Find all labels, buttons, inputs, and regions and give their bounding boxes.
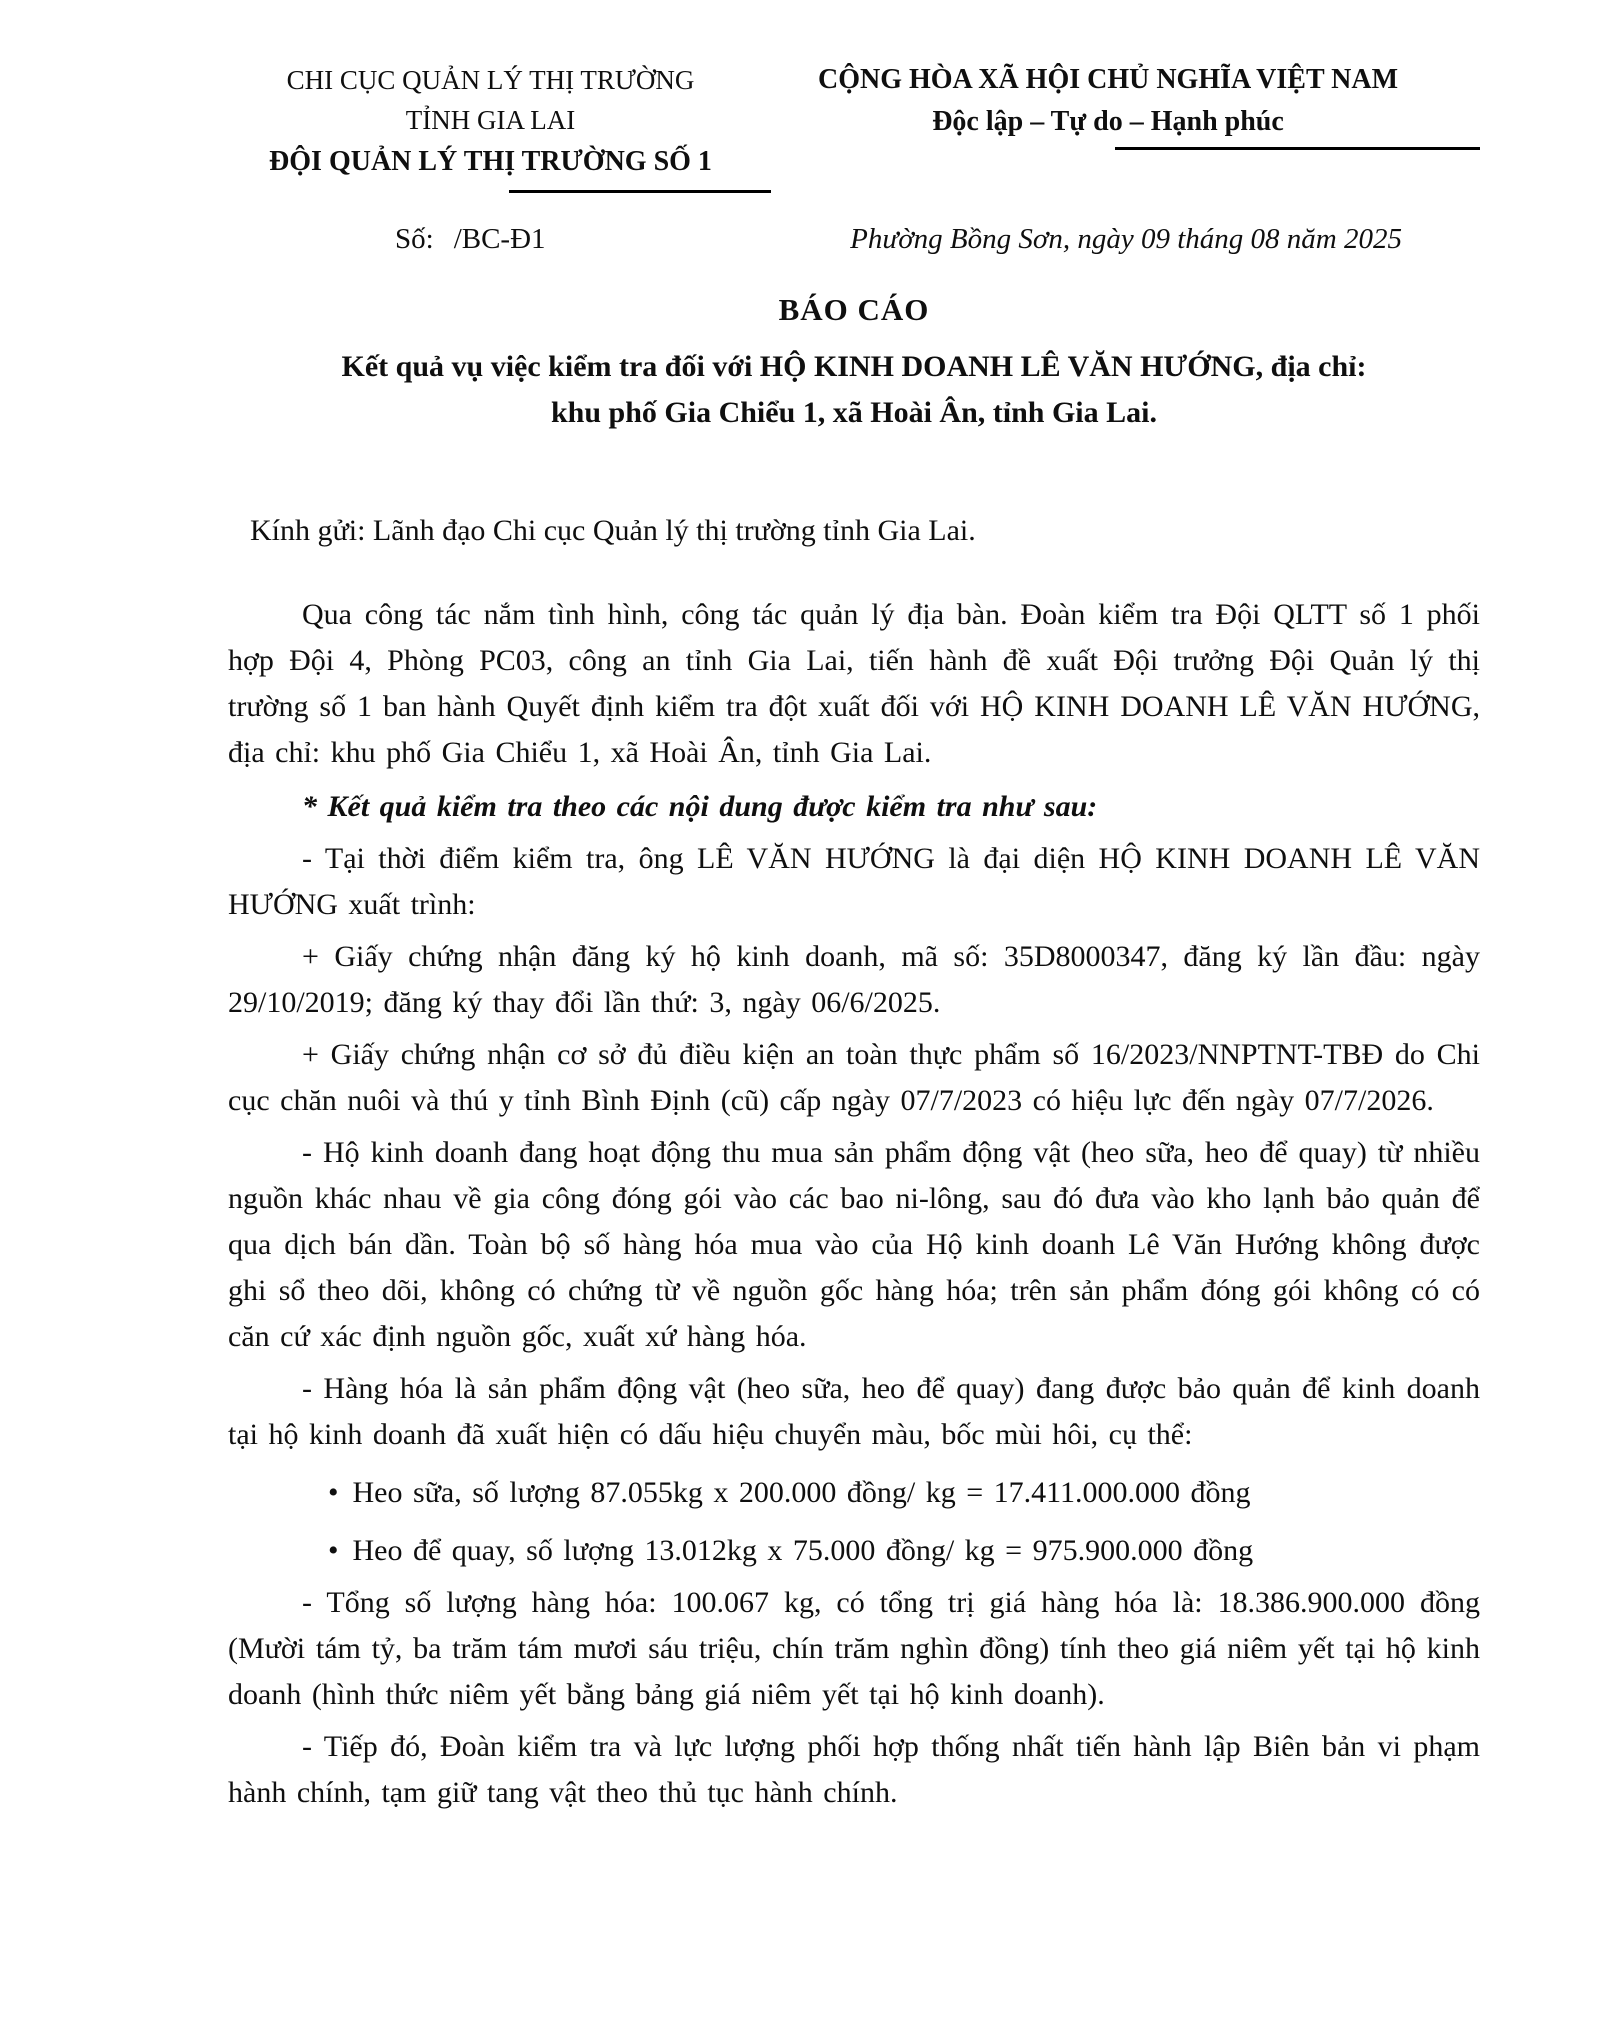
paragraph-total-value: - Tổng số lượng hàng hóa: 100.067 kg, có tổng trị giá hàng hóa là: 18.386.900.000 đồng (Mười tám tỷ, ba trăm tám mươi sáu triệu, chín trăm nghìn đồng) tính theo giá niêm yết tại hộ kinh doanh (hình thức niêm yết bằng bảng giá niêm yết tại hộ kinh doanh). bbox=[228, 1586, 1480, 1711]
document-number bbox=[395, 223, 546, 256]
paragraph-goods-condition: - Hàng hóa là sản phẩm động vật (heo sữa, heo để quay) đang được bảo quản để kinh doanh tại hộ kinh doanh đã xuất hiện có dấu hiệu chuyển màu, bốc mùi hôi, cụ thể: bbox=[228, 1372, 1480, 1451]
paragraph-representative: - Tại thời điểm kiểm tra, ông LÊ VĂN HƯỚNG là đại diện HỘ KINH DOANH LÊ VĂN HƯỚNG xuất trình: bbox=[228, 842, 1480, 921]
document-number-value: /BC-Đ1 bbox=[453, 223, 546, 255]
agency-underline bbox=[509, 190, 771, 193]
motto-underline bbox=[1115, 147, 1480, 150]
document-number-label: Số: bbox=[395, 223, 434, 255]
document-title: BÁO CÁO bbox=[778, 292, 930, 327]
paragraph-business-registration: + Giấy chứng nhận đăng ký hộ kinh doanh, mã số: 35D8000347, đăng ký lần đầu: ngày 29/10/2019; đăng ký thay đổi lần thứ: 3, ngày 06/6/2025. bbox=[228, 940, 1480, 1019]
document-subtitle: Kết quả vụ việc kiểm tra đối với HỘ KINH DOANH LÊ VĂN HƯỚNG, địa chỉ: khu phố Gia Chiểu 1, xã Hoài Ân, tỉnh Gia Lai. bbox=[341, 350, 1367, 429]
reference-line bbox=[228, 223, 1480, 256]
salutation-line: Kính gửi: Lãnh đạo Chi cục Quản lý thị trường tỉnh Gia Lai. bbox=[250, 514, 976, 547]
bullet-text: Heo sữa, số lượng 87.055kg x 200.000 đồng/ kg = 17.411.000.000 đồng bbox=[352, 1476, 1251, 1509]
paragraph-inspection-origin: Qua công tác nắm tình hình, công tác quản lý địa bàn. Đoàn kiểm tra Đội QLTT số 1 phối hợp Đội 4, Phòng PC03, công an tỉnh Gia Lai, tiến hành đề xuất Đội trưởng Đội Quản lý thị trường số 1 ban hành Quyết định kiểm tra đột xuất đối với HỘ KINH DOANH LÊ VĂN HƯỚNG, địa chỉ: khu phố Gia Chiểu 1, xã Hoài Ân, tỉnh Gia Lai. bbox=[228, 598, 1480, 769]
document-header bbox=[178, 60, 1480, 193]
paragraph-administrative-record: - Tiếp đó, Đoàn kiểm tra và lực lượng phối hợp thống nhất tiến hành lập Biên bản vi phạm hành chính, tạm giữ tang vật theo thủ tục hành chính. bbox=[228, 1730, 1480, 1809]
bullet-icon: • bbox=[328, 1534, 339, 1567]
heading-inspection-results: * Kết quả kiểm tra theo các nội dung được kiểm tra như sau: bbox=[302, 790, 1098, 823]
bullet-item-suckling-pig bbox=[328, 1470, 1480, 1516]
paragraph-food-safety-certificate: + Giấy chứng nhận cơ sở đủ điều kiện an toàn thực phẩm số 16/2023/NNPTNT-TBĐ do Chi cục chăn nuôi và thú y tỉnh Bình Định (cũ) cấp ngày 07/7/2023 có hiệu lực đến ngày 07/7/2026. bbox=[228, 1038, 1480, 1117]
paragraph-business-activity: - Hộ kinh doanh đang hoạt động thu mua sản phẩm động vật (heo sữa, heo để quay) từ nhiều nguồn khác nhau về gia công đóng gói vào các bao ni-lông, sau đó đưa vào kho lạnh bảo quản để qua dịch bán dần. Toàn bộ số hàng hóa mua vào của Hộ kinh doanh Lê Văn Hướng không được ghi sổ theo dõi, không có chứng từ về nguồn gốc hàng hóa; trên sản phẩm đóng gói không có có căn cứ xác định nguồn gốc, xuất xứ hàng hóa. bbox=[228, 1136, 1480, 1353]
bullet-text: Heo để quay, số lượng 13.012kg x 75.000 đồng/ kg = 975.900.000 đồng bbox=[352, 1534, 1254, 1567]
document-body bbox=[228, 592, 1480, 1816]
bullet-item-roasting-pig bbox=[328, 1528, 1480, 1574]
national-motto: Độc lập – Tự do – Hạnh phúc bbox=[932, 106, 1284, 137]
issuing-agency-block bbox=[178, 60, 803, 193]
place-and-date: Phường Bồng Sơn, ngày 09 tháng 08 năm 2025 bbox=[850, 223, 1402, 255]
national-name: CỘNG HÒA XÃ HỘI CHỦ NGHĨA VIỆT NAM bbox=[817, 64, 1399, 95]
national-motto-block bbox=[763, 60, 1453, 193]
agency-parent-name: CHI CỤC QUẢN LÝ THỊ TRƯỜNG bbox=[286, 65, 695, 95]
agency-province: TỈNH GIA LAI bbox=[405, 105, 576, 135]
agency-unit-name: ĐỘI QUẢN LÝ THỊ TRƯỜNG SỐ 1 bbox=[269, 146, 712, 177]
bullet-icon: • bbox=[328, 1476, 339, 1509]
